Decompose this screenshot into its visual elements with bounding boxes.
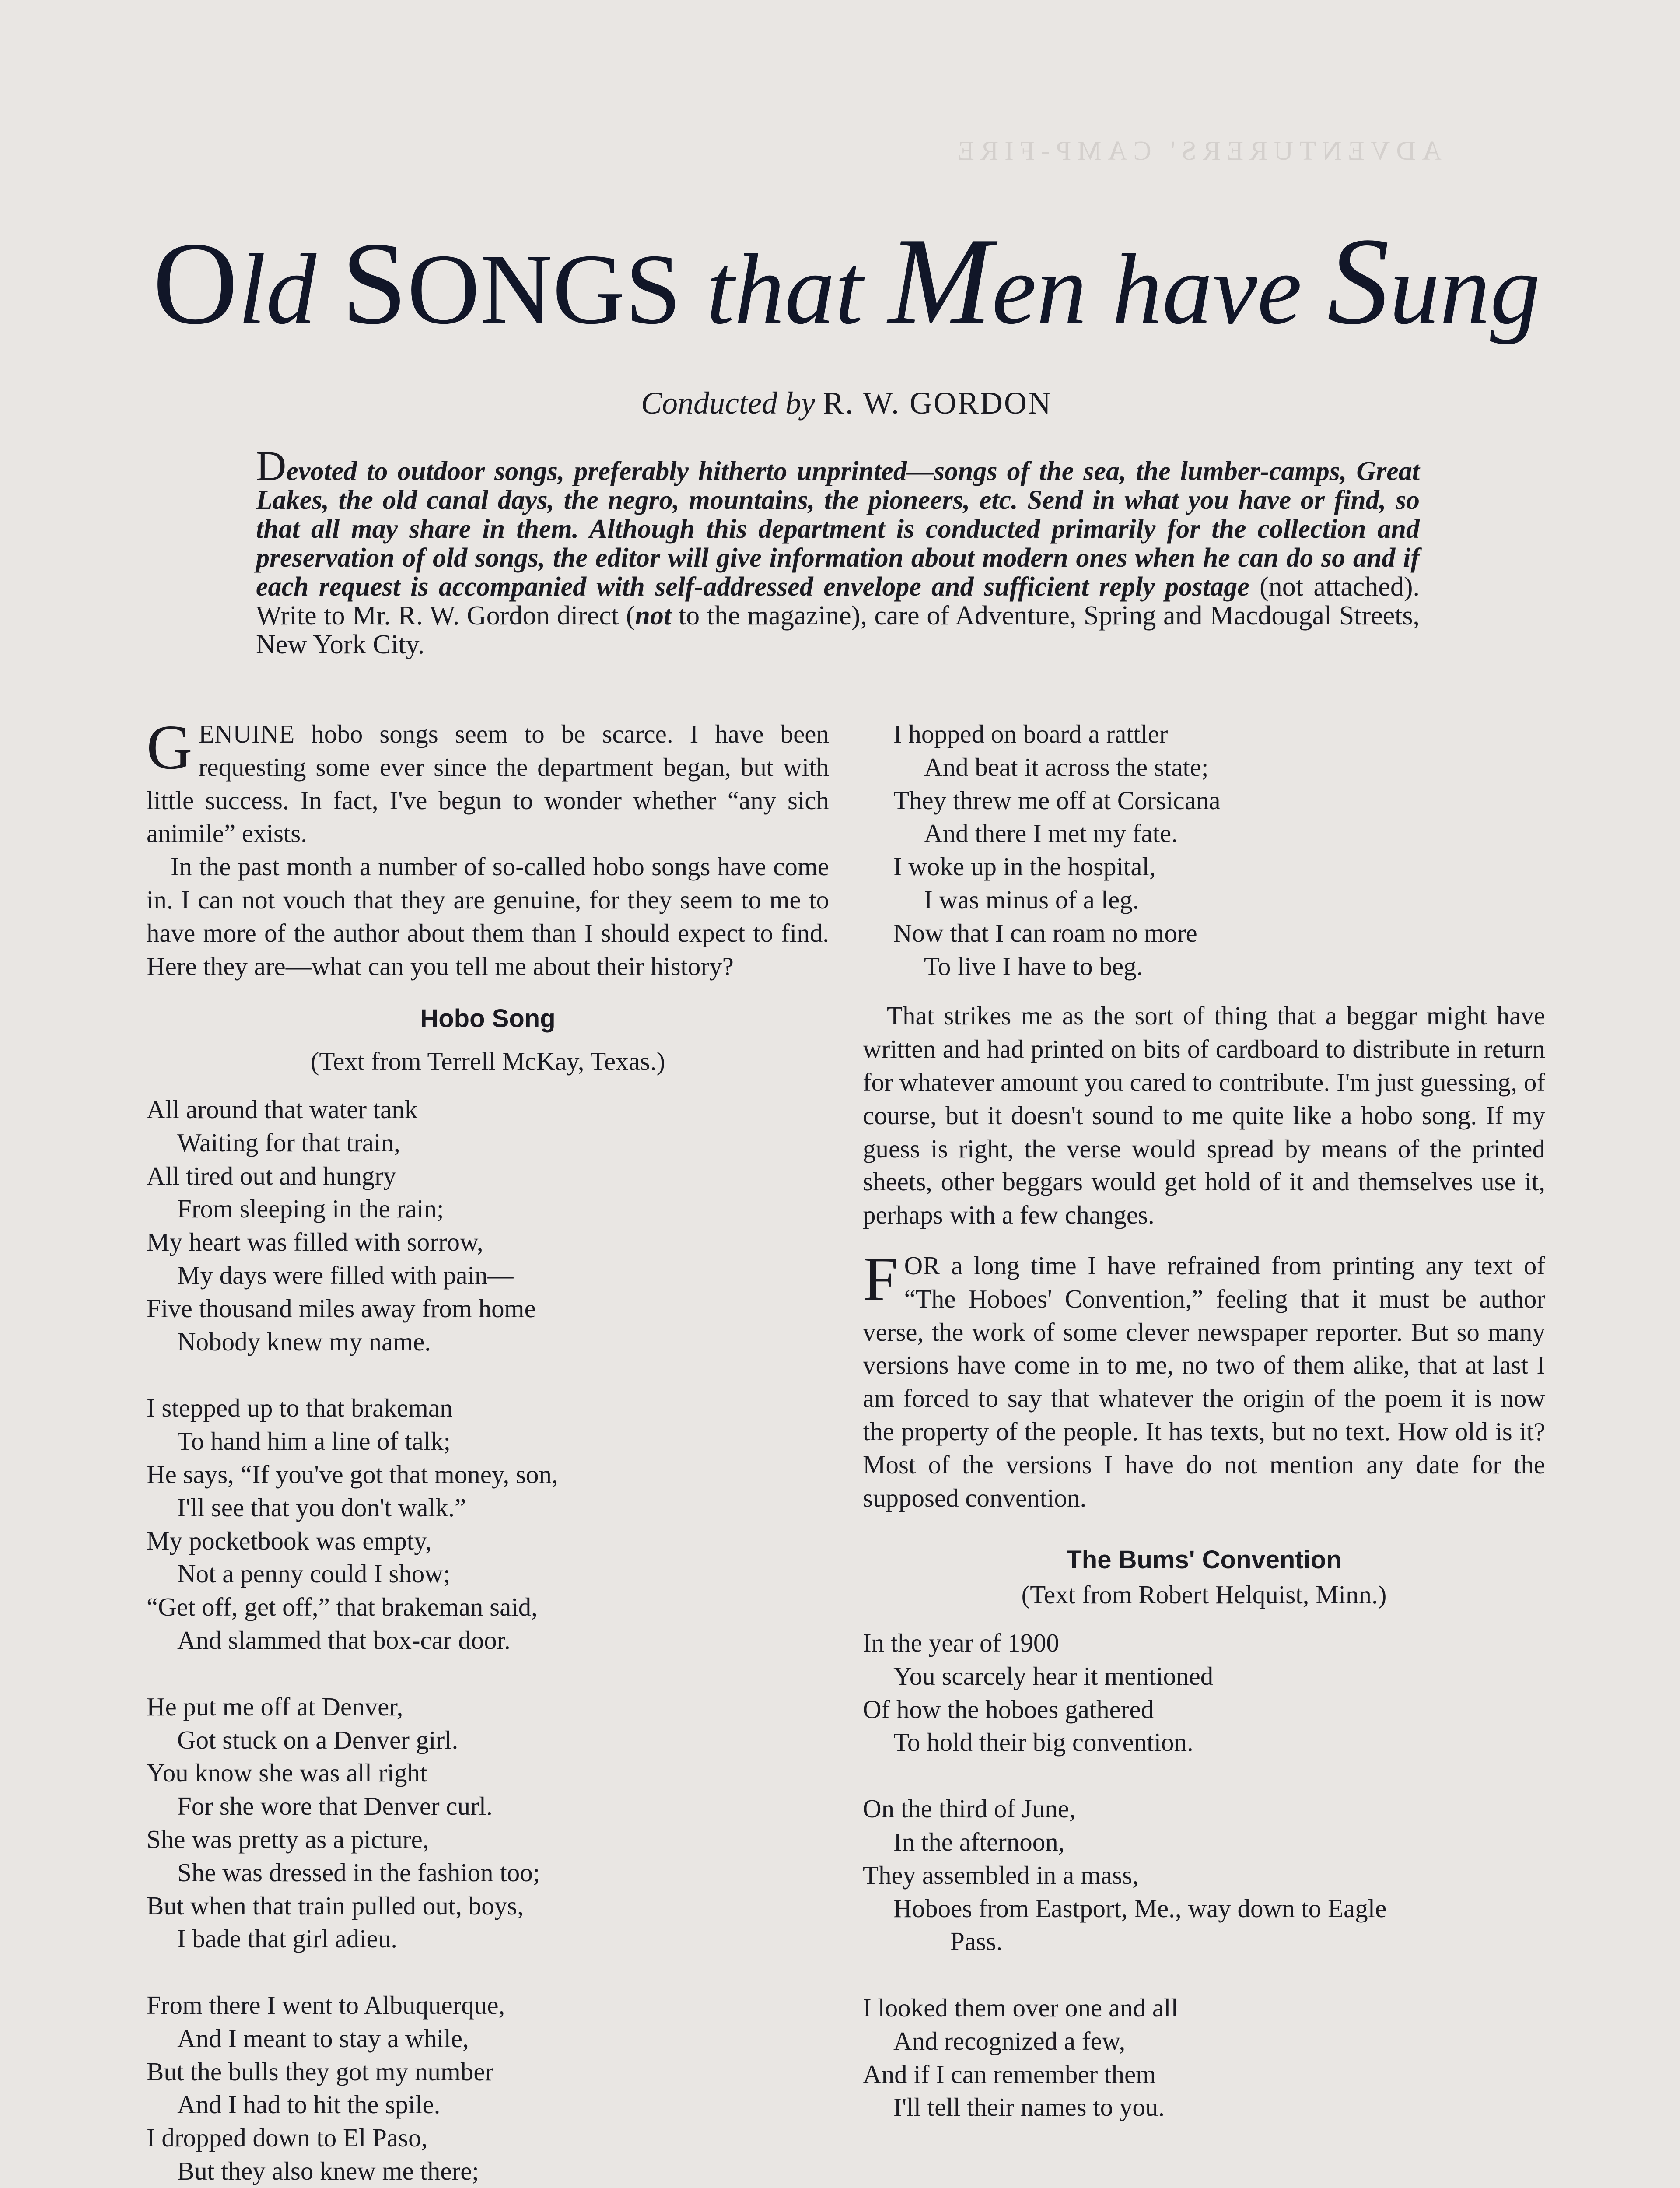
right-column <box>863 718 1545 2124</box>
byline: Conducted by R. W. GORDON <box>641 386 1052 421</box>
bleed-through-text: ADVENTURERS' CAMP-FIRE <box>951 136 1442 166</box>
left-column <box>147 712 829 2188</box>
song-title: The Bums' Convention <box>1066 1546 1342 1574</box>
stanza: From there I went to Albuquerque, And I meant to stay a while, But the bulls they got my number And I had to hit the spile. I dropped down to El Paso, But they also knew me there; <box>147 1991 505 2186</box>
song-source: (Text from Terrell McKay, Texas.) <box>310 1047 665 1076</box>
drop-cap: G <box>147 712 192 782</box>
stanza: I hopped on board a rattler And beat it across the state; They threw me off at Corsicana And there I met my fate. I woke up in the hospital, I was minus of a leg. Now that I can roam no more To live I have to beg. <box>893 719 1221 981</box>
paragraph: That strikes me as the sort of thing that a beggar might have written and had printed on bits of cardboard to distribute in return for whatever amount you cared to contribute. I'm just guessing, of course, but it doesn't sound to me quite like a hobo song. If my guess is right, the verse would spread by means of the printed sheets, other beggars would get hold of it and themselves use it, perhaps with a few changes. <box>863 1001 1545 1230</box>
paragraph: In the past month a number of so-called hobo songs have come in. I can not vouch that they are genuine, for they seem to me to have more of the author about them than I should expect to find. Here they are—what can you tell me about their history? <box>147 852 829 981</box>
page-title: Old SONGS that Men have Sung <box>153 212 1540 350</box>
stanza: In the year of 1900 You scarcely hear it mentioned Of how the hoboes gathered To hold their big convention. <box>863 1628 1214 1757</box>
stanza: On the third of June, In the afternoon, They assembled in a mass, Hoboes from Eastport, Me., way down to Eagle Pass. <box>863 1794 1387 1956</box>
song-title: Hobo Song <box>420 1004 556 1033</box>
opening-paragraph: GENUINE hobo songs seem to be scarce. I have been requesting some ever since the department began, but with little success. In fact, I've begun to wonder whether “any sich animile” exists. <box>147 712 829 848</box>
stanza: All around that water tank Waiting for that train, All tired out and hungry From sleeping in the rain; My heart was filled with sorrow, My days were filled with pain— Five thousand miles away from home Nobody knew my name. <box>147 1094 536 1356</box>
drop-cap: F <box>863 1244 898 1314</box>
stanza: I stepped up to that brakeman To hand him a line of talk; He says, “If you've got that money, son, I'll see that you don't walk.” My pocketbook was empty, Not a penny could I show; “Get off, get off,” that brakeman said, And slammed that box-car door. <box>147 1393 558 1655</box>
paragraph-with-drop-cap: FOR a long time I have refrained from printing any text of “The Hoboes' Convention,” feeling that it must be author verse, the work of some clever newspaper reporter. But so many versions have come in to me, no two of them alike, that at last I am forced to say that whatever the origin of the poem it is now the property of the people. It has texts, but no text. How old is it? Most of the versions I have do not mention any date for the supposed convention. <box>863 1244 1545 1512</box>
department-description: Devoted to outdoor songs, preferably hitherto unprinted—songs of the sea, the lumber-camps, Great Lakes, the old canal days, the negro, mountains, the pioneers, etc. Send in what you have or find, so that all may share in them. Although this department is conducted primarily for the collection and preservation of old songs, the editor will give information about modern ones when he can do so and if each request is accompanied with self-addressed envelope and sufficient reply postage (not attached). Write to Mr. R. W. Gordon direct (not to the magazine), care of Adventure, Spring and Macdougal Streets, New York City. <box>256 442 1420 659</box>
stanza: I looked them over one and all And recognized a few, And if I can remember them I'll tell their names to you. <box>863 1993 1178 2122</box>
stanza: He put me off at Denver, Got stuck on a Denver girl. You know she was all right For she wore that Denver curl. She was pretty as a picture, She was dressed in the fashion too; But when that train pulled out, boys, I bade that girl adieu. <box>147 1692 540 1953</box>
song-source: (Text from Robert Helquist, Minn.) <box>1021 1580 1387 1609</box>
